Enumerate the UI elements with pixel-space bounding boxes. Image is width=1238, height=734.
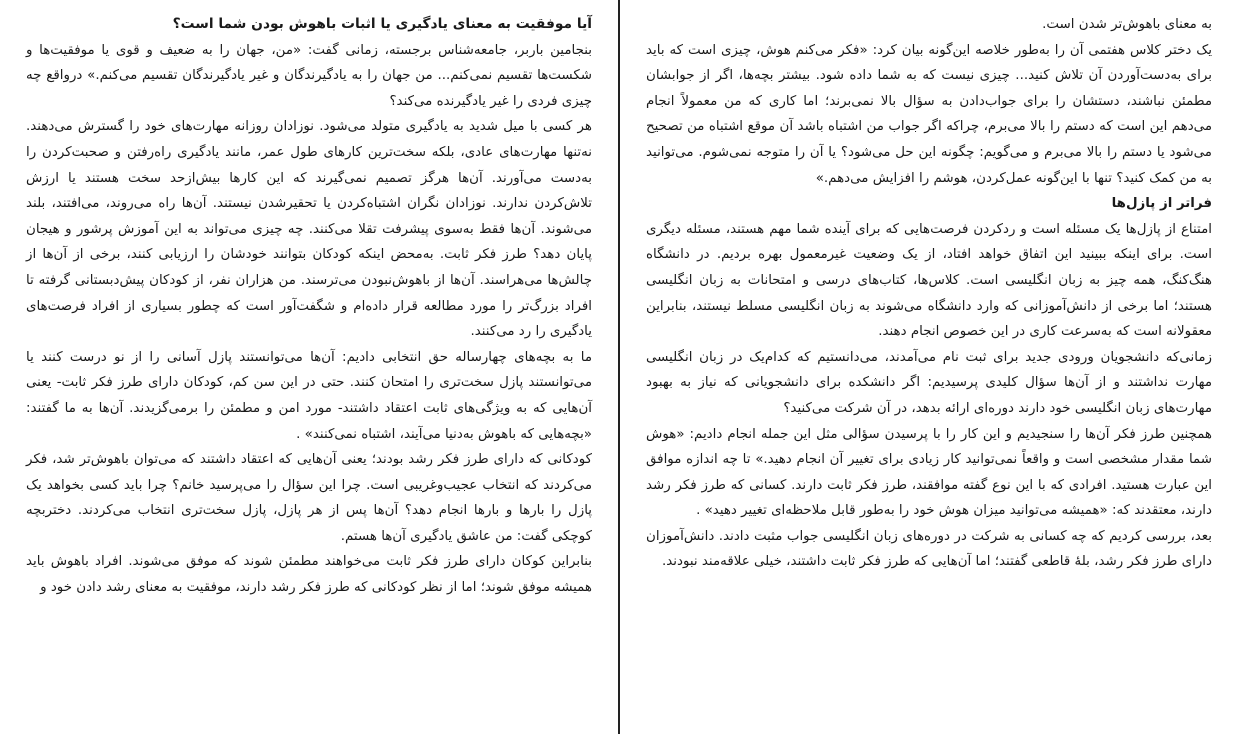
paragraph: یک دختر کلاس هفتمی آن را به‌طور خلاصه این‌گونه بیان کرد: «فکر می‌کنم هوش، چیزی است که باید برای به‌دست‌آوردن آن تلاش کنید... چیزی نیست که به شما داده شود. بیشتر بچه‌ها، اگر از جوابشان مطمئن نباشند، دستشان را برای جواب‌دادن به سؤال بالا نمی‌برند؛ اما کاری که من معمولاً انجام می‌دهم این است که دستم را بالا می‌برم، چراکه اگر جواب من اشتباه باشد آن موقع اشتباه من تصحیح می‌شود یا دستم را بالا می‌برم و می‌گویم: چگونه این حل می‌شود؟ یا آن را متوجه نمی‌شوم. می‌توانید به من کمک کنید؟ تنها با این‌گونه عمل‌کردن، هوشم را افزایش می‌دهم.» bbox=[646, 42, 1212, 186]
paragraph: هر کسی با میل شدید به یادگیری متولد می‌شود. نوزادان روزانه مهارت‌های خود را گسترش می‌دهند. نه‌تنها مهارت‌های عادی، بلکه سخت‌ترین کارهای طول عمر، مانند یادگیری راه‌رفتن و صحبت‌کردن را به‌دست می‌آورند. آن‌ها هرگز تصمیم نمی‌گیرند که این کارها بیش‌ازحد سخت هستند یا ارزش تلاش‌کردن ندارند. نوزادان نگران اشتباه‌کردن یا تحقیرشدن نیستند. آن‌ها راه می‌روند، می‌افتند، بلند می‌شوند. آن‌ها فقط به‌سوی پیشرفت تقلا می‌کنند. چه چیزی می‌تواند به این آموزش پرشور و هیجان پایان دهد؟ طرز فکر ثابت. به‌محض اینکه کودکان بتوانند خودشان را ارزیابی کنند، برخی از آن‌ها از چالش‌ها می‌هراسند. آن‌ها از باهوش‌نبودن می‌ترسند. من هزاران نفر، از کودکان پیش‌دبستانی گرفته تا افراد بزرگ‌تر را مورد مطالعه قرار داده‌ام و شگفت‌آور است که چطور بسیاری از افراد فرصت‌های یادگیری را رد می‌کنند. bbox=[26, 119, 592, 340]
left-column bbox=[0, 0, 618, 734]
section-heading: فراتر از پازل‌ها bbox=[1111, 196, 1212, 212]
paragraph: امتناع از پازل‌ها یک مسئله است و ردکردن فرصت‌هایی که برای آینده شما مهم هستند، مسئله دیگری است. برای اینکه ببینید این اتفاق خواهد افتاد، از یک وضعیت غیرمعمول بهره بردیم. در دانشگاه هنگ‌کنگ، همه چیز به زبان انگلیسی است. کلاس‌ها، کتاب‌های درسی و امتحانات به زبان انگلیسی هستند؛ اما برخی از دانش‌آموزانی که وارد دانشگاه می‌شوند به زبان انگلیسی مسلط نیستند، بنابراین معقولانه است که به‌سرعت کاری در این خصوص انجام دهند. bbox=[646, 221, 1212, 340]
paragraph: کودکانی که دارای طرز فکر رشد بودند؛ یعنی آن‌هایی که اعتقاد داشتند که می‌توان باهوش‌تر شد، فکر می‌کردند که انتخاب عجیب‌وغریبی است. چرا این سؤال را می‌پرسید خانم؟ چرا باید کسی بخواهد یک پازل را بارها و بارها انجام دهد؟ آن‌ها پس از هر پازل، پازل سخت‌تری انتخاب می‌کردند. دختربچه کوچکی گفت: من عاشق یادگیری آن‌ها هستم. bbox=[26, 452, 592, 544]
paragraph: همچنین طرز فکر آن‌ها را سنجیدیم و این کار را با پرسیدن سؤالی مثل این جمله انجام دادیم: «هوش شما مقدار مشخصی است و واقعاً نمی‌توانید کار زیادی برای تغییر آن انجام دهید.» تا چه اندازه موافق این عبارت هستید. افرادی که با این نوع گفته موافقند، طرز فکر ثابت دارند. کسانی که طرز فکر رشد دارند، معتقدند که: «همیشه می‌توانید میزان هوش خود را به‌طور قابل ملاحظه‌ای تغییر دهید» . bbox=[646, 426, 1212, 519]
paragraph: زمانی‌که دانشجویان ورودی جدید برای ثبت نام می‌آمدند، می‌دانستیم که کدام‌یک در زبان انگلیسی مهارت نداشتند و از آن‌ها سؤال کلیدی پرسیدیم: اگر دانشکده برای دانشجویانی که نیاز به بهبود مهارت‌های زبان انگلیسی خود دارند دوره‌ای ارائه بدهد، در آن شرکت می‌کنید؟ bbox=[646, 349, 1212, 416]
article-title: آیا موفقیت به معنای یادگیری یا اثبات باهوش بودن شما است؟ bbox=[172, 16, 592, 32]
paragraph: به معنای باهوش‌تر شدن است. bbox=[1042, 17, 1212, 32]
paragraph: بعد، بررسی کردیم که چه کسانی به شرکت در دوره‌های زبان انگلیسی جواب مثبت دادند. دانش‌آموزان دارای طرز فکر رشد، بلهٔ قاطعی گفتند؛ اما آن‌هایی که طرز فکر ثابت داشتند، خیلی علاقه‌مند نبودند. bbox=[646, 528, 1212, 570]
paragraph: ما به بچه‌های چهارساله حق انتخابی دادیم: آن‌ها می‌توانستند پازل آسانی را از نو درست کنند یا می‌توانستند پازل سخت‌تری را امتحان کنند. حتی در این سن کم، کودکان دارای طرز فکر ثابت- یعنی آن‌هایی که به ویژگی‌های ثابت اعتقاد داشتند- مورد امن و مطمئن را برمی‌گزیدند. آن‌ها به ما گفتند: «بچه‌هایی که باهوش به‌دنیا می‌آیند، اشتباه نمی‌کنند» . bbox=[26, 349, 592, 442]
right-column bbox=[620, 0, 1238, 734]
paragraph: بنجامین باربر، جامعه‌شناس برجسته، زمانی گفت: «من، جهان را به ضعیف و قوی یا موفقیت‌ها و شکست‌ها تقسیم نمی‌کنم... من جهان را به یادگیرندگان و غیر یادگیرندگان تقسیم می‌کنم.» درواقع چه چیزی فردی را غیر یادگیرنده می‌کند؟ bbox=[26, 42, 592, 109]
paragraph: بنابراین کوکان دارای طرز فکر ثابت می‌خواهند مطمئن شوند که موفق می‌شوند. افراد باهوش باید همیشه موفق شوند؛ اما از نظر کودکانی که طرز فکر رشد دارند، موفقیت به معنای رشد دادن خود و bbox=[26, 554, 592, 596]
